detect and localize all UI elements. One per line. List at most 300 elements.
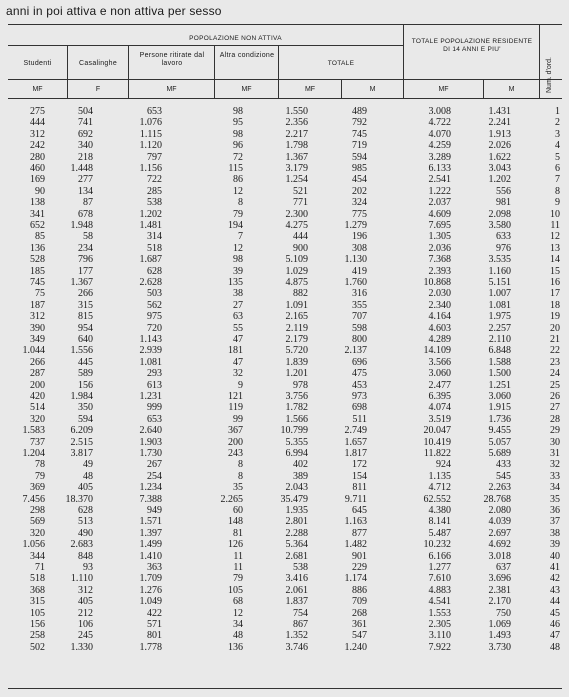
table-row	[8, 152, 562, 163]
cell-altra: 12	[233, 185, 243, 197]
cell-ritirate: 1.709	[139, 573, 162, 585]
cell-totale-m: 1.130	[344, 254, 367, 266]
cell-residente-mf: 7.610	[428, 573, 451, 585]
cell-residente-m: 1.493	[488, 630, 511, 642]
cell-casalinghe: 340	[78, 140, 93, 152]
cell-totale-m: 598	[352, 322, 367, 334]
cell-studenti: 514	[30, 402, 45, 414]
cell-residente-mf: 2.030	[428, 288, 451, 300]
cell-studenti: 266	[30, 356, 45, 368]
cell-totale-m: 419	[352, 265, 367, 277]
cell-totale-m: 2.137	[344, 345, 367, 357]
cell-altra: 79	[233, 573, 243, 585]
cell-altra: 135	[228, 277, 243, 288]
cell-residente-m: 1.500	[488, 368, 511, 380]
cell-totale-m: 775	[352, 208, 367, 220]
cell-residente-mf: 4.722	[428, 117, 451, 129]
cell-residente-m: 3.580	[488, 220, 511, 231]
cell-ritirate: 254	[147, 470, 162, 482]
cell-residente-m: 6.848	[488, 345, 511, 357]
cell-residente-mf: 4.380	[428, 505, 451, 516]
table-row	[8, 505, 562, 516]
cell-num-ord: 44	[550, 596, 560, 608]
cell-altra: 38	[233, 288, 243, 300]
cell-residente-mf: 2.393	[428, 265, 451, 277]
cell-ritirate: 1.397	[139, 527, 162, 539]
table-row	[8, 140, 562, 151]
cell-studenti: 460	[30, 163, 45, 174]
cell-totale-mf: 754	[293, 607, 308, 619]
cell-casalinghe: 1.367	[70, 277, 93, 288]
cell-studenti: 369	[30, 482, 45, 494]
cell-studenti: 1.056	[22, 539, 45, 551]
cell-ritirate: 720	[147, 322, 162, 334]
cell-num-ord: 5	[555, 151, 560, 163]
cell-casalinghe: 628	[78, 505, 93, 516]
cell-totale-m: 985	[352, 163, 367, 174]
cell-ritirate: 1.076	[139, 117, 162, 129]
cell-totale-mf: 1.782	[285, 402, 308, 414]
cell-altra: 27	[233, 299, 243, 311]
cell-residente-m: 2.241	[488, 117, 511, 129]
table-row	[8, 448, 562, 459]
table-row	[8, 573, 562, 584]
cell-num-ord: 17	[550, 288, 560, 300]
cell-casalinghe: 1.110	[70, 573, 93, 585]
cell-num-ord: 13	[550, 242, 560, 254]
cell-altra: 243	[228, 448, 243, 459]
cell-totale-m: 361	[352, 619, 367, 630]
cell-totale-mf: 1.091	[285, 299, 308, 311]
cell-num-ord: 4	[555, 140, 560, 152]
cell-altra: 121	[228, 391, 243, 402]
cell-casalinghe: 1.448	[70, 163, 93, 174]
cell-ritirate: 1.499	[139, 539, 162, 551]
cell-altra: 9	[238, 379, 243, 391]
cell-casalinghe: 106	[78, 619, 93, 630]
cell-totale-m: 719	[352, 140, 367, 152]
cell-altra: 34	[233, 619, 243, 630]
cell-residente-m: 976	[496, 242, 511, 254]
cell-totale-m: 9.711	[344, 493, 367, 505]
cell-totale-mf: 2.288	[285, 527, 308, 539]
table-body	[8, 102, 562, 691]
cell-studenti: 420	[30, 391, 45, 402]
cell-ritirate: 503	[147, 288, 162, 300]
cell-studenti: 187	[30, 299, 45, 311]
cell-residente-m: 1.588	[488, 356, 511, 368]
cell-num-ord: 47	[550, 630, 560, 642]
cell-ritirate: 1.234	[139, 482, 162, 494]
cell-altra: 63	[233, 311, 243, 323]
cell-residente-mf: 4.541	[428, 596, 451, 608]
cell-ritirate: 293	[147, 368, 162, 380]
table-row	[8, 174, 562, 185]
cell-residente-m: 750	[496, 607, 511, 619]
cell-residente-mf: 7.922	[428, 641, 451, 653]
cell-residente-mf: 11.822	[423, 448, 451, 459]
cell-totale-mf: 2.165	[285, 311, 308, 323]
col-ritirate-label: Persone ritirate dal lavoro	[139, 52, 205, 67]
cell-totale-m: 1.240	[344, 641, 367, 653]
cell-ritirate: 653	[147, 413, 162, 425]
cell-residente-m: 2.026	[488, 140, 511, 152]
cell-residente-mf: 4.164	[428, 311, 451, 323]
cell-casalinghe: 1.556	[70, 345, 93, 357]
cell-totale-mf: 1.798	[285, 140, 308, 152]
cell-casalinghe: 504	[78, 106, 93, 117]
table-row	[8, 186, 562, 197]
cell-residente-mf: 8.141	[428, 516, 451, 528]
cell-totale-m: 1.279	[344, 220, 367, 231]
table-row	[8, 243, 562, 254]
cell-num-ord: 10	[550, 208, 560, 220]
cell-num-ord: 38	[550, 527, 560, 539]
cell-ritirate: 1.231	[139, 391, 162, 402]
cell-num-ord: 29	[550, 425, 560, 437]
cell-num-ord: 7	[555, 174, 560, 186]
cell-totale-mf: 771	[293, 197, 308, 209]
cell-num-ord: 39	[550, 539, 560, 551]
cell-residente-mf: 10.868	[423, 277, 451, 288]
cell-totale-mf: 867	[293, 619, 308, 630]
cell-totale-m: 1.482	[344, 539, 367, 551]
cell-num-ord: 8	[555, 185, 560, 197]
cell-totale-mf: 2.043	[285, 482, 308, 494]
cell-totale-m: 1.817	[344, 448, 367, 459]
cell-residente-m: 433	[496, 459, 511, 471]
cell-casalinghe: 312	[78, 584, 93, 596]
table-row	[8, 585, 562, 596]
table-row	[8, 345, 562, 356]
cell-altra: 96	[233, 140, 243, 152]
cell-num-ord: 31	[550, 448, 560, 459]
table-row	[8, 311, 562, 322]
col-studenti-sub: MF	[32, 86, 43, 93]
table-row	[8, 494, 562, 505]
cell-casalinghe: 315	[78, 299, 93, 311]
cell-num-ord: 34	[550, 482, 560, 494]
cell-residente-m: 1.202	[488, 174, 511, 186]
cell-casalinghe: 93	[83, 562, 93, 573]
cell-studenti: 156	[30, 619, 45, 630]
cell-residente-m: 1.069	[488, 619, 511, 630]
cell-num-ord: 22	[550, 345, 560, 357]
cell-totale-mf: 1.201	[285, 368, 308, 380]
table-row	[8, 277, 562, 288]
cell-residente-m: 4.039	[488, 516, 511, 528]
cell-num-ord: 48	[550, 641, 560, 653]
cell-residente-mf: 1.553	[428, 607, 451, 619]
cell-totale-m: 1.760	[344, 277, 367, 288]
cell-altra: 126	[228, 539, 243, 551]
cell-totale-m: 453	[352, 379, 367, 391]
cell-altra: 68	[233, 596, 243, 608]
cell-totale-mf: 1.367	[285, 151, 308, 163]
cell-residente-m: 2.080	[488, 505, 511, 516]
cell-totale-m: 324	[352, 197, 367, 209]
group-label: POPOLAZIONE NON ATTIVA	[189, 35, 282, 42]
cell-totale-m: 1.657	[344, 436, 367, 448]
cell-residente-m: 1.160	[488, 265, 511, 277]
cell-studenti: 298	[30, 505, 45, 516]
cell-casalinghe: 1.984	[70, 391, 93, 402]
cell-ritirate: 801	[147, 630, 162, 642]
cell-num-ord: 1	[555, 106, 560, 117]
cell-totale-m: 973	[352, 391, 367, 402]
cell-ritirate: 518	[147, 242, 162, 254]
cell-totale-mf: 1.029	[285, 265, 308, 277]
cell-altra: 98	[233, 254, 243, 266]
cell-totale-m: 172	[352, 459, 367, 471]
cell-casalinghe: 2.683	[70, 539, 93, 551]
cell-residente-mf: 3.519	[428, 413, 451, 425]
cell-ritirate: 1.143	[139, 334, 162, 345]
cell-totale-mf: 2.217	[285, 128, 308, 140]
cell-ritirate: 571	[147, 619, 162, 630]
cell-casalinghe: 513	[78, 516, 93, 528]
cell-residente-mf: 4.603	[428, 322, 451, 334]
cell-num-ord: 19	[550, 311, 560, 323]
cell-casalinghe: 58	[83, 231, 93, 243]
cell-residente-m: 2.257	[488, 322, 511, 334]
cell-ritirate: 1.081	[139, 356, 162, 368]
cell-altra: 32	[233, 368, 243, 380]
cell-studenti: 652	[30, 220, 45, 231]
cell-casalinghe: 1.330	[70, 641, 93, 653]
table-row	[8, 300, 562, 311]
cell-casalinghe: 1.948	[70, 220, 93, 231]
cell-residente-mf: 4.259	[428, 140, 451, 152]
cell-studenti: 737	[30, 436, 45, 448]
cell-residente-mf: 4.609	[428, 208, 451, 220]
cell-totale-mf: 10.799	[280, 425, 308, 437]
cell-studenti: 280	[30, 151, 45, 163]
cell-totale-mf: 1.352	[285, 630, 308, 642]
cell-totale-m: 202	[352, 185, 367, 197]
cell-num-ord: 32	[550, 459, 560, 471]
cell-ritirate: 267	[147, 459, 162, 471]
cell-residente-mf: 4.289	[428, 334, 451, 345]
cell-residente-m: 2.098	[488, 208, 511, 220]
cell-altra: 8	[238, 459, 243, 471]
cell-casalinghe: 48	[83, 470, 93, 482]
table-row	[8, 129, 562, 140]
cell-totale-m: 2.749	[344, 425, 367, 437]
cell-totale-m: 1.163	[344, 516, 367, 528]
table-row	[8, 425, 562, 436]
totale-label: TOTALE POPOLAZIONE RESIDENTE DI 14 ANNI E PIU'	[411, 38, 533, 53]
cell-altra: 8	[238, 470, 243, 482]
cell-totale-mf: 2.119	[285, 322, 308, 334]
cell-altra: 11	[233, 562, 243, 573]
cell-residente-mf: 4.074	[428, 402, 451, 414]
cell-totale-m: 196	[352, 231, 367, 243]
cell-residente-m: 2.110	[488, 334, 511, 345]
cell-totale-m: 877	[352, 527, 367, 539]
cell-studenti: 138	[30, 197, 45, 209]
cell-altra: 367	[228, 425, 243, 437]
cell-residente-mf: 3.060	[428, 368, 451, 380]
cell-casalinghe: 692	[78, 128, 93, 140]
cell-num-ord: 2	[555, 117, 560, 129]
cell-ritirate: 285	[147, 185, 162, 197]
table-row	[8, 163, 562, 174]
cell-num-ord: 18	[550, 299, 560, 311]
cell-residente-mf: 2.305	[428, 619, 451, 630]
cell-ritirate: 1.120	[139, 140, 162, 152]
cell-studenti: 75	[35, 288, 45, 300]
cell-ritirate: 628	[147, 265, 162, 277]
table-row	[8, 482, 562, 493]
cell-num-ord: 24	[550, 368, 560, 380]
cell-num-ord: 27	[550, 402, 560, 414]
cell-num-ord: 9	[555, 197, 560, 209]
cell-ritirate: 538	[147, 197, 162, 209]
cell-ritirate: 999	[147, 402, 162, 414]
cell-residente-m: 3.018	[488, 550, 511, 562]
cell-residente-mf: 6.133	[428, 163, 451, 174]
cell-totale-mf: 2.061	[285, 584, 308, 596]
cell-residente-m: 2.263	[488, 482, 511, 494]
col-totale-m-sub: M	[369, 86, 376, 93]
cell-totale-mf: 4.875	[285, 277, 308, 288]
cell-residente-m: 5.689	[488, 448, 511, 459]
cell-totale-mf: 3.416	[285, 573, 308, 585]
cell-studenti: 275	[30, 106, 45, 117]
table-row	[8, 619, 562, 630]
cell-studenti: 1.583	[22, 425, 45, 437]
cell-studenti: 258	[30, 630, 45, 642]
cell-totale-mf: 1.566	[285, 413, 308, 425]
cell-ritirate: 653	[147, 106, 162, 117]
cell-totale-mf: 1.935	[285, 505, 308, 516]
cell-residente-mf: 62.552	[423, 493, 451, 505]
cell-altra: 47	[233, 356, 243, 368]
cell-residente-mf: 2.037	[428, 197, 451, 209]
table-row	[8, 471, 562, 482]
cell-num-ord: 42	[550, 573, 560, 585]
cell-ritirate: 1.049	[139, 596, 162, 608]
cell-num-ord: 41	[550, 562, 560, 573]
cell-residente-mf: 6.395	[428, 391, 451, 402]
cell-totale-m: 709	[352, 596, 367, 608]
cell-totale-m: 547	[352, 630, 367, 642]
cell-num-ord: 36	[550, 505, 560, 516]
cell-num-ord: 28	[550, 413, 560, 425]
cell-casalinghe: 212	[78, 607, 93, 619]
cell-ritirate: 975	[147, 311, 162, 323]
cell-totale-m: 698	[352, 402, 367, 414]
col-studenti-label: Studenti	[23, 60, 52, 67]
cell-studenti: 528	[30, 254, 45, 266]
cell-residente-m: 981	[496, 197, 511, 209]
cell-residente-mf: 2.036	[428, 242, 451, 254]
cell-casalinghe: 640	[78, 334, 93, 345]
cell-residente-mf: 3.110	[428, 630, 451, 642]
cell-totale-mf: 5.364	[285, 539, 308, 551]
cell-ritirate: 562	[147, 299, 162, 311]
cell-residente-mf: 1.222	[428, 185, 451, 197]
table-row	[8, 528, 562, 539]
cell-ritirate: 1.410	[139, 550, 162, 562]
cell-ritirate: 1.571	[139, 516, 162, 528]
table-row	[8, 197, 562, 208]
cell-altra: 8	[238, 197, 243, 209]
cell-studenti: 200	[30, 379, 45, 391]
cell-totale-m: 696	[352, 356, 367, 368]
cell-altra: 200	[228, 436, 243, 448]
cell-studenti: 368	[30, 584, 45, 596]
cell-totale-mf: 402	[293, 459, 308, 471]
cell-ritirate: 1.778	[139, 641, 162, 653]
cell-residente-mf: 1.277	[428, 562, 451, 573]
cell-residente-m: 556	[496, 185, 511, 197]
cell-totale-mf: 35.479	[280, 493, 308, 505]
cell-residente-m: 9.455	[488, 425, 511, 437]
cell-altra: 2.265	[220, 493, 243, 505]
cell-totale-mf: 3.756	[285, 391, 308, 402]
cell-ritirate: 1.687	[139, 254, 162, 266]
cell-totale-m: 229	[352, 562, 367, 573]
cell-totale-mf: 538	[293, 562, 308, 573]
cell-totale-m: 475	[352, 368, 367, 380]
cell-studenti: 320	[30, 413, 45, 425]
col-ritirate-sub: MF	[166, 86, 177, 93]
cell-casalinghe: 277	[78, 174, 93, 186]
cell-totale-m: 454	[352, 174, 367, 186]
cell-num-ord: 11	[550, 220, 560, 231]
cell-residente-mf: 20.047	[423, 425, 451, 437]
cell-num-ord: 16	[550, 277, 560, 288]
cell-num-ord: 26	[550, 391, 560, 402]
cell-studenti: 169	[30, 174, 45, 186]
cell-altra: 47	[233, 334, 243, 345]
cell-studenti: 136	[30, 242, 45, 254]
table-row	[8, 209, 562, 220]
cell-totale-mf: 2.356	[285, 117, 308, 129]
cell-residente-mf: 3.008	[428, 106, 451, 117]
cell-altra: 39	[233, 265, 243, 277]
cell-studenti: 242	[30, 140, 45, 152]
cell-num-ord: 12	[550, 231, 560, 243]
cell-casalinghe: 741	[78, 117, 93, 129]
table-row	[8, 106, 562, 117]
cell-casalinghe: 405	[78, 596, 93, 608]
cell-altra: 181	[228, 345, 243, 357]
cell-altra: 98	[233, 128, 243, 140]
cell-totale-mf: 2.179	[285, 334, 308, 345]
table-row	[8, 596, 562, 607]
cell-residente-m: 1.431	[488, 106, 511, 117]
table-row	[8, 642, 562, 653]
cell-residente-m: 5.151	[488, 277, 511, 288]
cell-ritirate: 613	[147, 379, 162, 391]
cell-totale-mf: 444	[293, 231, 308, 243]
col-altra-label: Altra condizione	[219, 52, 275, 59]
cell-altra: 136	[228, 641, 243, 653]
cell-num-ord: 21	[550, 334, 560, 345]
cell-residente-mf: 2.477	[428, 379, 451, 391]
cell-ritirate: 2.939	[139, 345, 162, 357]
cell-casalinghe: 2.515	[70, 436, 93, 448]
cell-num-ord: 45	[550, 607, 560, 619]
cell-studenti: 320	[30, 527, 45, 539]
table-row	[8, 334, 562, 345]
cell-totale-mf: 882	[293, 288, 308, 300]
cell-totale-m: 511	[352, 413, 367, 425]
cell-altra: 119	[228, 402, 243, 414]
